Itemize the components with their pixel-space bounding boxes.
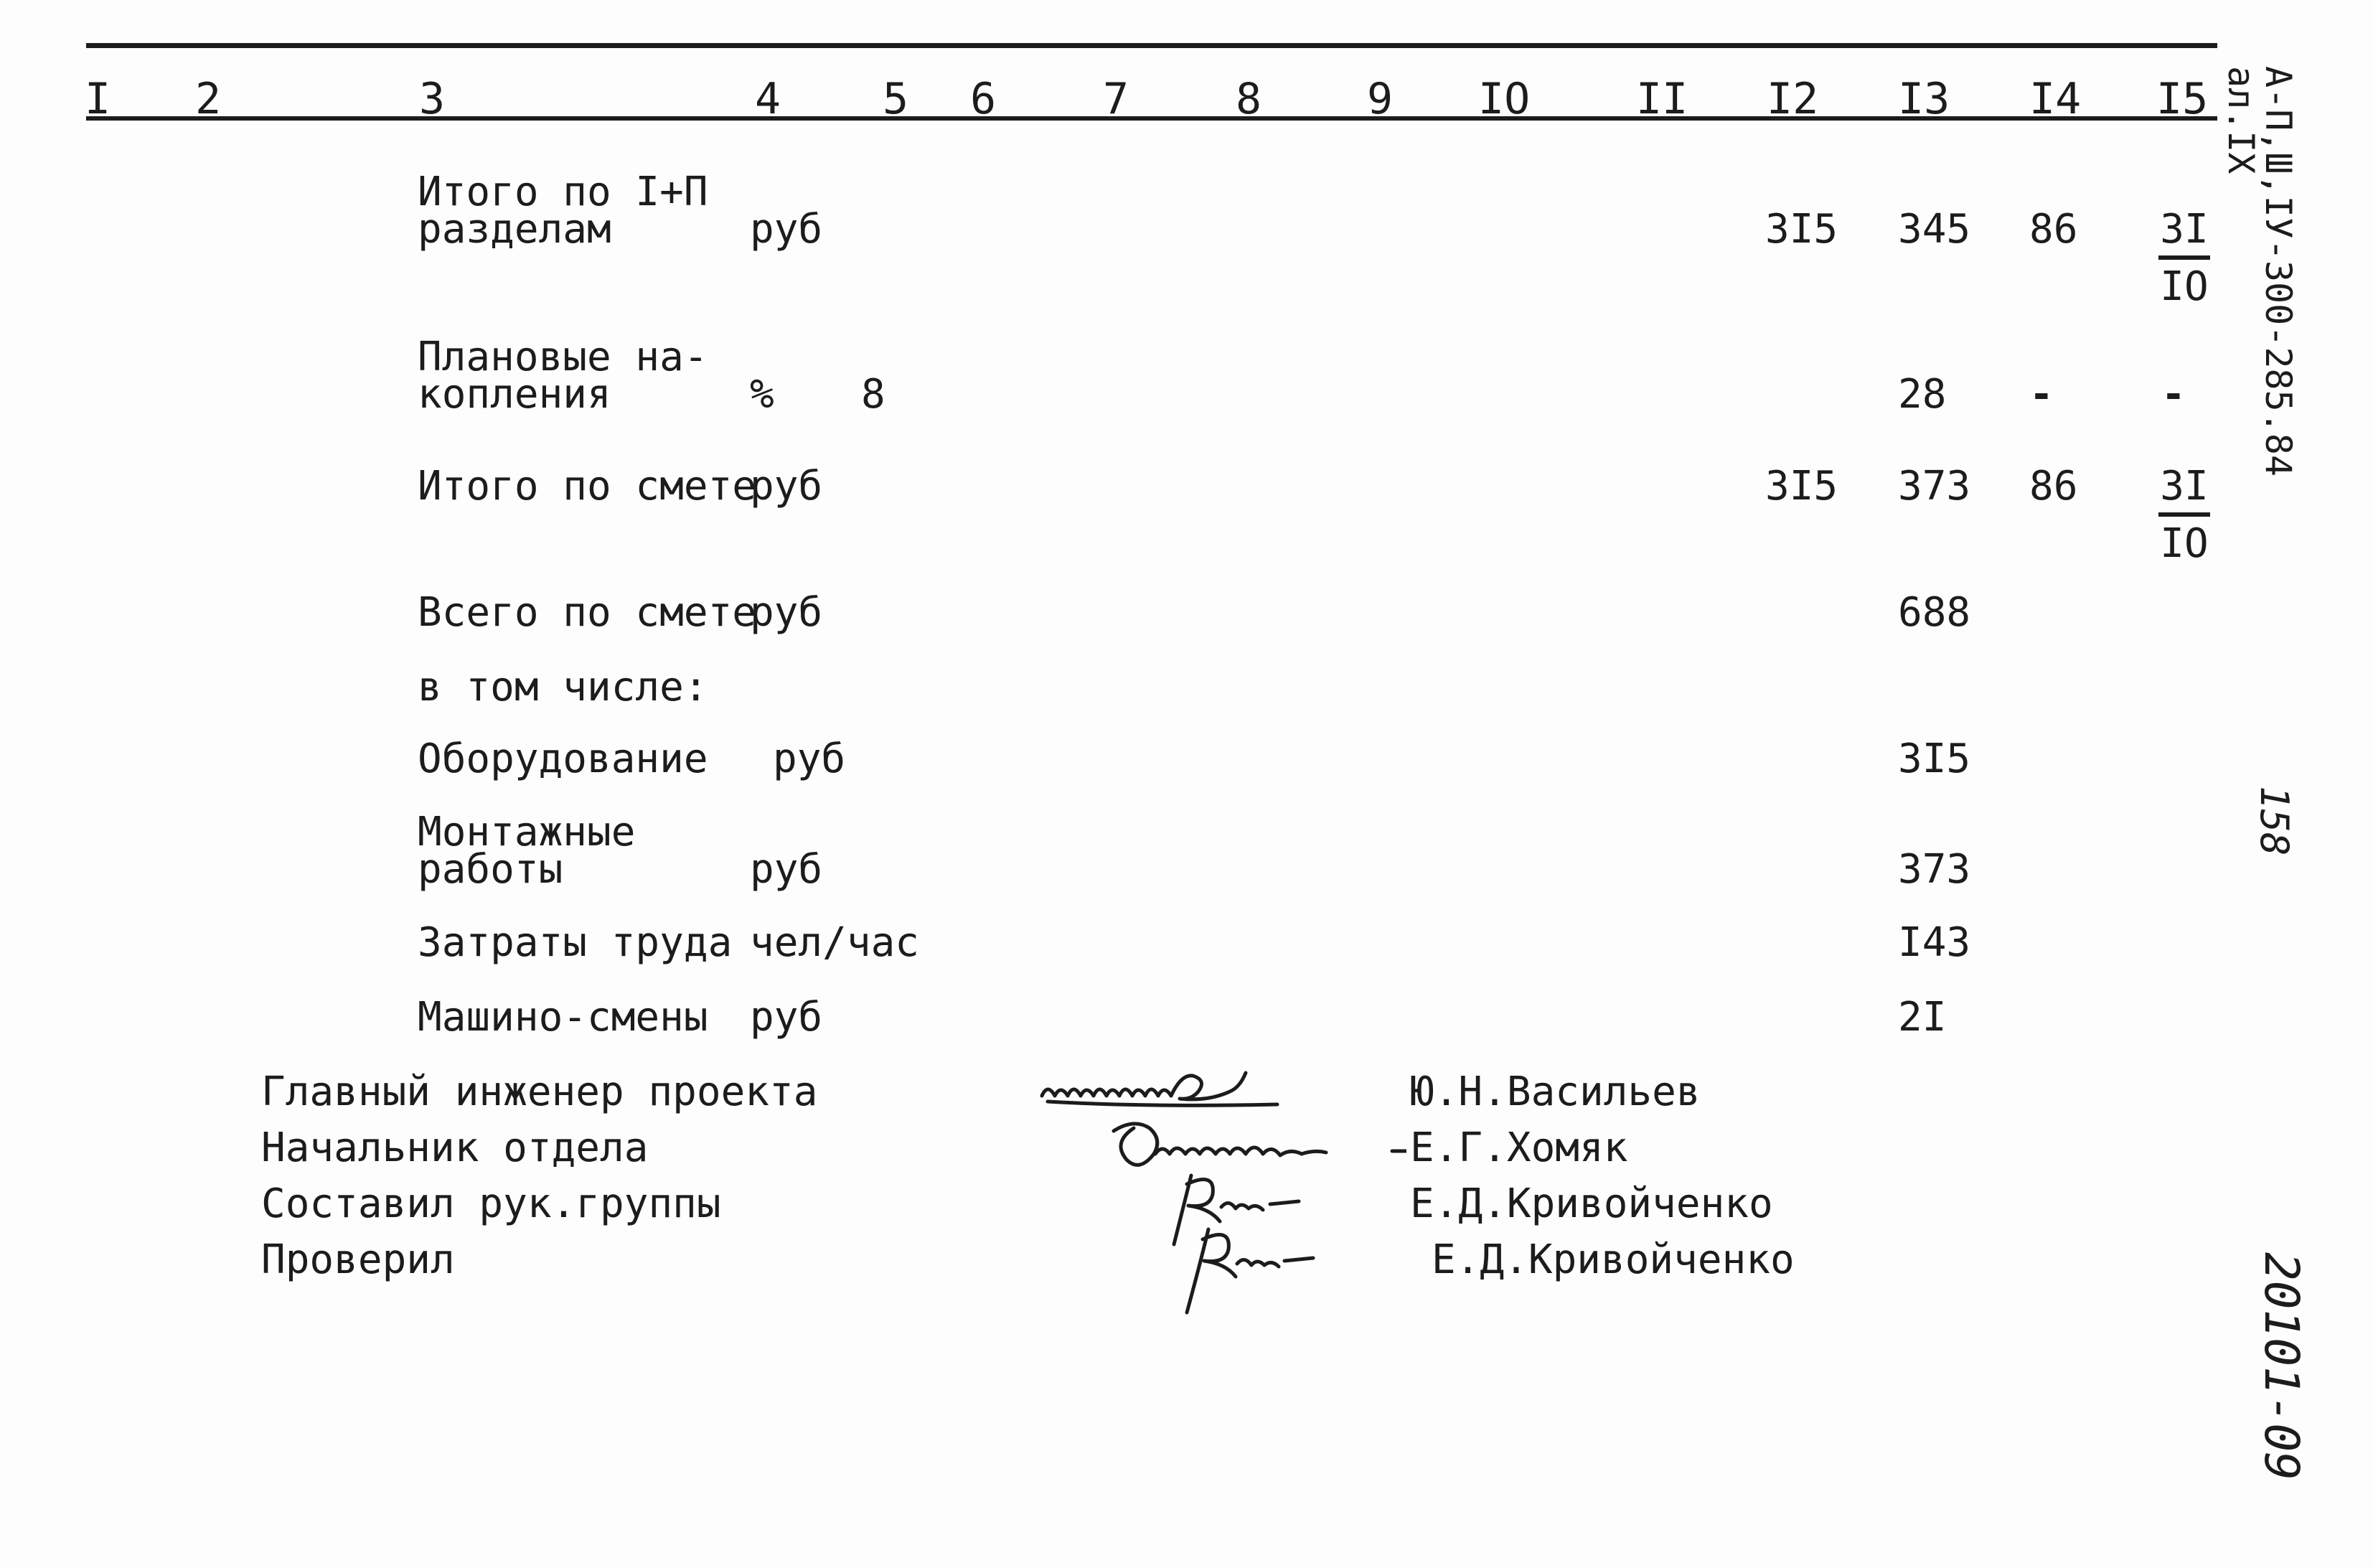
row-equipment-col13: 3I5 — [1898, 736, 1971, 782]
row-total-sections-col14: 86 — [2029, 206, 2078, 253]
row-total-estimate-col15-numerator: 3I — [2158, 466, 2210, 517]
row-grand-total-col13: 688 — [1898, 589, 1971, 636]
margin-archive-number: 20101-09 — [2254, 1252, 2309, 1480]
signatory-chief-engineer-name: Ю.Н.Васильев — [1410, 1069, 1701, 1115]
column-header-4: 4 — [755, 74, 781, 124]
row-machine-shifts-col13: 2I — [1898, 994, 1947, 1041]
row-labor-unit: чел/час — [750, 919, 920, 966]
column-header-11: II — [1636, 74, 1688, 124]
header-top-rule — [86, 43, 2217, 48]
row-total-sections-col12: 3I5 — [1765, 206, 1838, 253]
row-total-sections-label-line2: разделам — [418, 206, 611, 253]
row-total-estimate-col12: 3I5 — [1765, 463, 1838, 510]
row-total-estimate-col15-denominator: IO — [2160, 520, 2209, 567]
row-total-sections-col15-denominator: IO — [2160, 263, 2209, 310]
row-grand-total-unit: руб — [750, 589, 823, 636]
row-planned-savings-label-line2: копления — [418, 371, 611, 418]
row-planned-savings-unit: % — [750, 371, 774, 418]
column-header-1: I — [85, 74, 111, 124]
row-total-sections-col13: 345 — [1898, 206, 1971, 253]
row-including-label: в том числе: — [418, 664, 708, 710]
column-header-3: 3 — [419, 74, 446, 124]
row-total-estimate-col13: 373 — [1898, 463, 1971, 510]
row-equipment-unit: руб — [773, 736, 846, 782]
margin-document-code-line2: ал.IX — [2220, 66, 2262, 174]
column-header-8: 8 — [1236, 74, 1262, 124]
row-planned-savings-label-line1: Плановые на- — [418, 334, 708, 380]
signatory-compiler-name: Е.Д.Кривойченко — [1410, 1180, 1773, 1227]
column-header-9: 9 — [1367, 74, 1394, 124]
column-header-6: 6 — [970, 74, 997, 124]
signatory-compiler-role: Составил рук.группы — [261, 1180, 721, 1227]
column-header-15: I5 — [2156, 74, 2209, 124]
signatory-chief-engineer-role: Главный инженер проекта — [261, 1069, 818, 1115]
margin-page-number: 158 — [2252, 786, 2297, 856]
row-planned-savings-col13: 28 — [1898, 371, 1947, 418]
row-machine-shifts-unit: руб — [750, 994, 823, 1041]
row-machine-shifts-label: Машино-смены — [418, 994, 708, 1041]
row-total-sections-label-line1: Итого по I+П — [418, 169, 708, 215]
row-installation-col13: 373 — [1898, 846, 1971, 893]
column-header-2: 2 — [195, 74, 222, 124]
row-installation-label-line1: Монтажные — [418, 809, 636, 855]
signatory-checker-role: Проверил — [261, 1236, 455, 1283]
column-header-14: I4 — [2029, 74, 2082, 124]
row-grand-total-label: Всего по смете — [418, 589, 757, 636]
row-labor-label: Затраты труда — [418, 919, 733, 966]
signatory-department-head-name: Е.Г.Хомяк — [1410, 1125, 1628, 1171]
row-total-sections-unit: руб — [750, 206, 823, 253]
column-header-12: I2 — [1767, 74, 1819, 124]
signatory-checker-name: Е.Д.Кривойченко — [1432, 1236, 1795, 1283]
column-header-10: IO — [1478, 74, 1531, 124]
signatory-department-head-role: Начальник отдела — [261, 1125, 649, 1171]
row-equipment-label: Оборудование — [418, 736, 708, 782]
row-total-estimate-unit: руб — [750, 463, 823, 510]
row-total-estimate-label: Итого по смете — [418, 463, 757, 510]
row-total-sections-col15 — [2158, 206, 2210, 310]
row-planned-savings-col15: - — [2161, 371, 2186, 418]
row-planned-savings-col14: - — [2029, 371, 2054, 418]
row-total-estimate-col14: 86 — [2029, 463, 2078, 510]
row-total-estimate-col15 — [2158, 463, 2210, 567]
signature-department-head — [1105, 1114, 1406, 1178]
row-installation-label-line2: работы — [418, 846, 563, 893]
row-total-sections-col15-numerator: 3I — [2158, 210, 2210, 260]
column-header-13: I3 — [1898, 74, 1950, 124]
row-labor-col13: I43 — [1898, 919, 1971, 966]
row-planned-savings-col5: 8 — [861, 371, 885, 418]
row-installation-unit: руб — [750, 846, 823, 893]
signature-checker — [1177, 1224, 1320, 1317]
margin-document-code-line1: А-П,Ш,IУ-300-285.84 — [2257, 66, 2299, 476]
column-header-7: 7 — [1103, 74, 1129, 124]
column-header-5: 5 — [883, 74, 909, 124]
